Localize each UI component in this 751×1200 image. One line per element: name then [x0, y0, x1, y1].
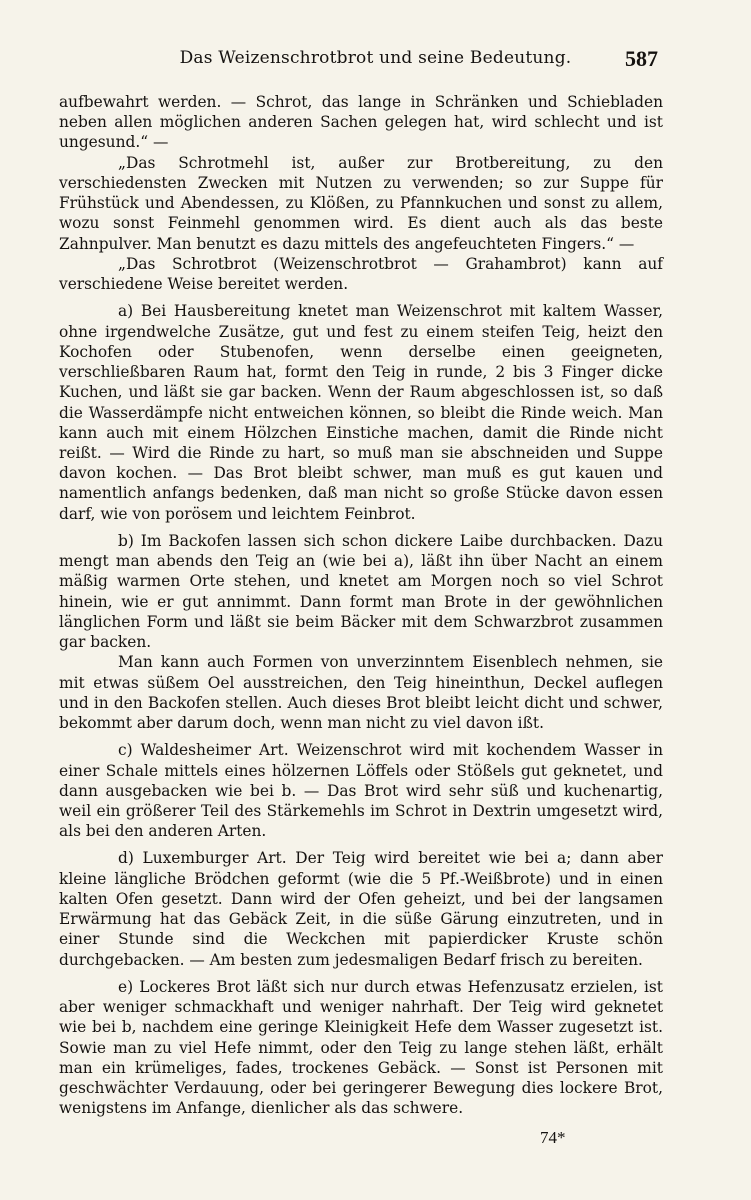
paragraph-method-e: e) Lockeres Brot läßt sich nur durch etwas Hefenzusatz erzielen, ist aber weniger schmackhaft und weniger nahrhaft. Der Teig wird geknetet wie bei b, nachdem eine geringe Kleinigkeit Hefe dem Wasser zugesetzt ist. Sowie man zu viel Hefe nimmt, oder den Teig zu lange stehen läßt, erhält man ein krümeliges, fades, trockenes Gebäck. — Sonst ist Personen mit geschwächter Verdauung, oder bei geringerer Bewegung dies lockere Brot, wenigstens im Anfange, dienlicher als das schwere.: [59, 977, 663, 1118]
running-title: Das Weizenschrotbrot und seine Bedeutung.: [179, 48, 572, 68]
paragraph-forms: Man kann auch Formen von unverzinntem Eisenblech nehmen, sie mit etwas süßem Oel ausstreichen, den Teig hineinthun, Deckel auflegen und in den Backofen stellen. Auch dieses Brot bleibt leicht dicht und schwer, bekommt aber darum doch, wenn man nicht zu viel davon ißt.: [59, 653, 663, 733]
paragraph-method-d: d) Luxemburger Art. Der Teig wird bereitet wie bei a; dann aber kleine längliche Brödchen geformt (wie die 5 Pf.-Weißbrote) und in einen kalten Ofen gesetzt. Dann wird der Ofen geheizt, und bei der langsamen Erwärmung hat das Gebäck Zeit, in die süße Gärung einzutreten, und in einer Stunde sind die Weckchen mit papierdicker Kruste schön durchgebacken. — Am besten zum jedesmaligen Bedarf frisch zu bereiten.: [59, 849, 663, 969]
body-text: [59, 92, 663, 1118]
paragraph-method-b: b) Im Backofen lassen sich schon dickere Laibe durchbacken. Dazu mengt man abends den Teig an (wie bei a), läßt ihn über Nacht an einem mäßig warmen Orte stehen, und knetet am Morgen noch so viel Schrot hinein, wie er gut annimmt. Dann formt man Brote in der gewöhnlichen länglichen Form und läßt sie beim Bäcker mit dem Schwarzbrot zusammen gar backen.: [59, 531, 663, 652]
paragraph-schrotmehl: „Das Schrotmehl ist, außer zur Brotbereitung, zu den verschiedensten Zwecken mit Nutzen zu verwenden; so zur Suppe für Frühstück und Abendessen, zu Klößen, zu Pfannkuchen und sonst zu allem, wozu sonst Feinmehl genommen wird. Es dient auch als das beste Zahnpulver. Man benutzt es dazu mittels des angefeuchteten Fingers.“ —: [59, 153, 663, 253]
printer-signature: 74*: [540, 1128, 566, 1147]
page-header: [0, 46, 751, 76]
paragraph-method-a: a) Bei Hausbereitung knetet man Weizenschrot mit kaltem Wasser, ohne irgendwelche Zusätze, gut und fest zu einem steifen Teig, heizt den Kochofen oder Stubenofen, wenn derselbe einen geeigneten, verschließbaren Raum hat, formt den Teig in runde, 2 bis 3 Finger dicke Kuchen, und läßt sie gar backen. Wenn der Raum abgeschlossen ist, so daß die Wasserdämpfe nicht entweichen können, so bleibt die Rinde weich. Man kann auch mit einem Hölzchen Einstiche machen, damit die Rinde nicht reißt. — Wird die Rinde zu hart, so muß man sie abschneiden und Suppe davon kochen. — Das Brot bleibt schwer, man muß es gut kauen und namentlich anfangs bedenken, daß man nicht so große Stücke davon essen darf, wie von porösem und leichtem Feinbrot.: [59, 302, 663, 523]
paragraph-continuation: aufbewahrt werden. — Schrot, das lange in Schränken und Schiebladen neben allen möglichen anderen Sachen gelegen hat, wird schlecht und ist ungesund.“ —: [59, 93, 663, 152]
page-number: 587: [625, 46, 658, 71]
paragraph-schrotbrot-intro: „Das Schrotbrot (Weizenschrotbrot — Grahambrot) kann auf verschiedene Weise bereitet werden.: [59, 254, 663, 294]
paragraph-method-c: c) Waldesheimer Art. Weizenschrot wird mit kochendem Wasser in einer Schale mittels eines hölzernen Löffels oder Stößels gut geknetet, und dann ausgebacken wie bei b. — Das Brot wird sehr süß und kuchenartig, weil ein größerer Teil des Stärkemehls im Schrot in Dextrin umgesetzt wird, als bei den anderen Arten.: [59, 741, 663, 841]
